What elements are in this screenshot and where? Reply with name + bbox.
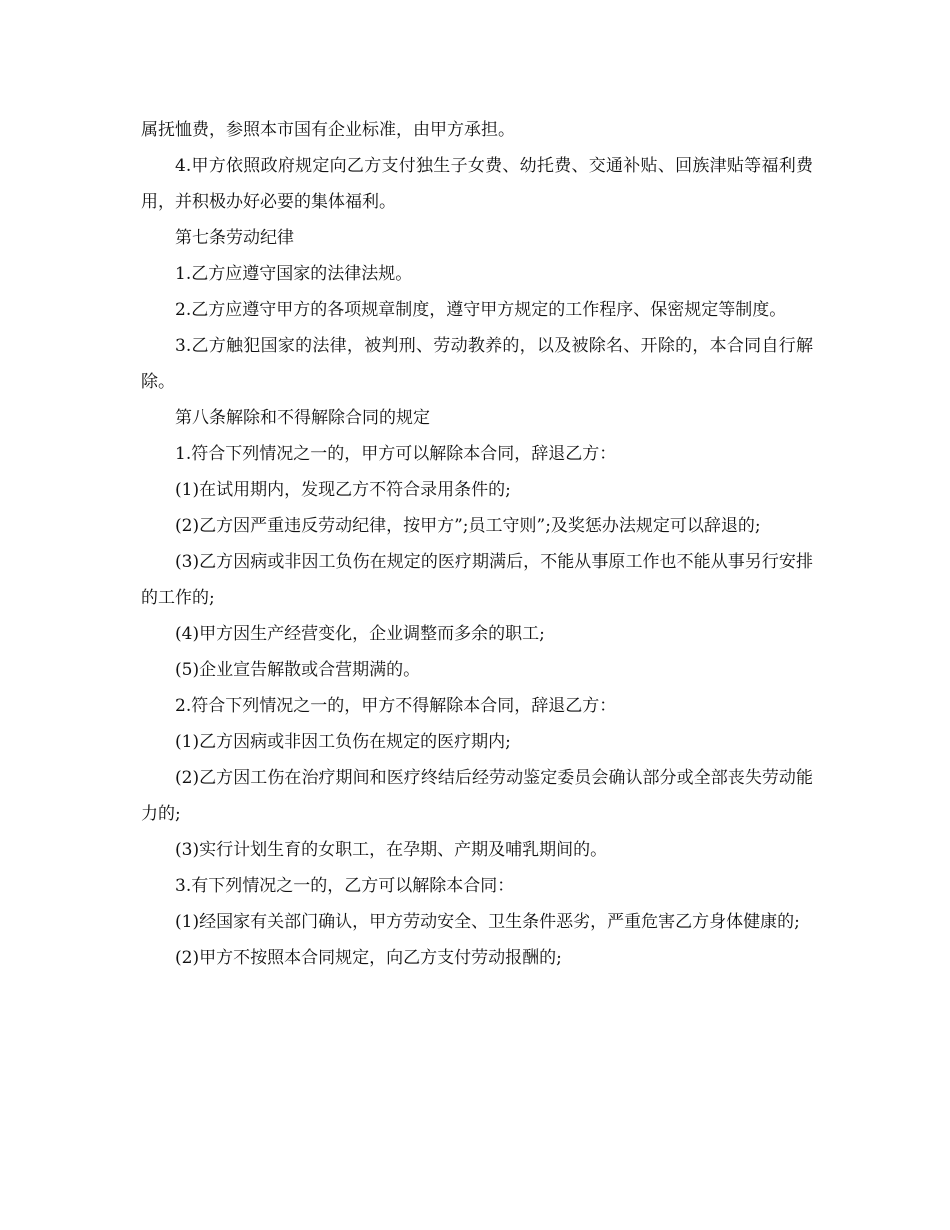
paragraph-4: 1.乙方应遵守国家的法律法规。 [175, 264, 413, 284]
paragraph-17: (3)实行计划生育的女职工，在孕期、产期及哺乳期间的。 [175, 840, 608, 860]
section-heading-article-8: 第八条解除和不得解除合同的规定 [175, 408, 430, 428]
paragraph-2: 4.甲方依照政府规定向乙方支付独生子女费、幼托费、交通补贴、回族津贴等福利费用，并积极办好必要的集体福利。 [141, 156, 813, 212]
paragraph-19: (1)经国家有关部门确认，甲方劳动安全、卫生条件恶劣，严重危害乙方身体健康的; [175, 912, 800, 932]
paragraph-8: 1.符合下列情况之一的，甲方可以解除本合同，辞退乙方： [175, 444, 617, 464]
paragraph-6: 3.乙方触犯国家的法律，被判刑、劳动教养的，以及被除名、开除的，本合同自行解除。 [141, 336, 813, 392]
section-heading-article-7: 第七条劳动纪律 [175, 228, 294, 248]
document-page [141, 112, 813, 976]
paragraph-5: 2.乙方应遵守甲方的各项规章制度，遵守甲方规定的工作程序、保密规定等制度。 [175, 300, 787, 320]
paragraph-9: (1)在试用期内，发现乙方不符合录用条件的; [175, 480, 511, 500]
paragraph-15: (1)乙方因病或非因工负伤在规定的医疗期内; [175, 732, 511, 752]
paragraph-13: (5)企业宣告解散或合营期满的。 [175, 660, 421, 680]
paragraph-11: (3)乙方因病或非因工负伤在规定的医疗期满后，不能从事原工作也不能从事另行安排的工作的; [141, 552, 813, 608]
paragraph-14: 2.符合下列情况之一的，甲方不得解除本合同，辞退乙方： [175, 696, 617, 716]
paragraph-16: (2)乙方因工伤在治疗期间和医疗终结后经劳动鉴定委员会确认部分或全部丧失劳动能力的; [141, 768, 813, 824]
paragraph-20: (2)甲方不按照本合同规定，向乙方支付劳动报酬的; [175, 948, 562, 968]
paragraph-10: (2)乙方因严重违反劳动纪律，按甲方”;员工守则”;及奖惩办法规定可以辞退的; [175, 516, 761, 536]
paragraph-1: 属抚恤费，参照本市国有企业标准，由甲方承担。 [141, 120, 515, 140]
paragraph-18: 3.有下列情况之一的，乙方可以解除本合同： [175, 876, 515, 896]
paragraph-12: (4)甲方因生产经营变化，企业调整而多余的职工; [175, 624, 545, 644]
